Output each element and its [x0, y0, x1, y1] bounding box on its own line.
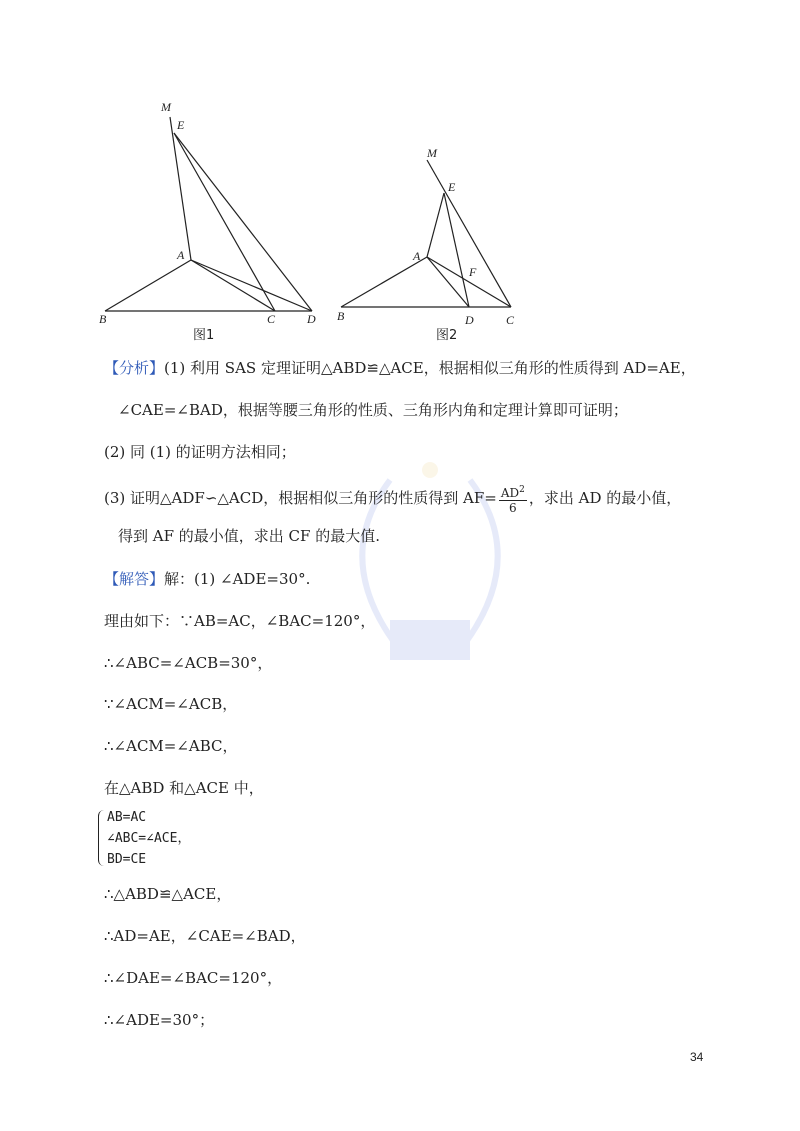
analysis-part3: [104, 483, 681, 515]
fig2-label-A: A: [413, 249, 421, 263]
system-row-3: BD=CE: [107, 852, 147, 867]
fig1-line-AD: [191, 260, 312, 311]
figure-2-diagram: [335, 145, 525, 345]
fig1-label-D: D: [307, 312, 316, 326]
solution-line-3: ∴∠ABC=∠ACB=30°，: [104, 654, 273, 672]
fig2-label-D: D: [465, 313, 474, 327]
fig1-label-A: A: [177, 248, 185, 262]
figure-1-diagram: [95, 95, 325, 345]
solution-line-8: ∴AD=AE，∠CAE=∠BAD，: [104, 927, 306, 945]
figure-2: [335, 145, 525, 345]
figure-1: [95, 95, 325, 345]
solution-line-1-text: 解：(1) ∠ADE=30°.: [164, 570, 311, 588]
analysis-part1: [104, 357, 696, 379]
fig1-label-E: E: [177, 118, 185, 132]
fraction-numerator: AD: [500, 486, 520, 500]
fig1-label-M: M: [161, 100, 171, 114]
solution-line-10: ∴∠ADE=30°；: [104, 1011, 215, 1029]
fig2-caption: 图2: [436, 328, 458, 343]
analysis-part1-cont: ∠CAE=∠BAD，根据等腰三角形的性质、三角形内角和定理计算即可证明；: [118, 401, 628, 419]
analysis-part3-pre: (3) 证明△ADF∽△ACD，根据相似三角形的性质得到 AF=: [104, 489, 497, 507]
fig1-caption: 图1: [193, 328, 215, 343]
fig1-label-B: B: [99, 312, 107, 326]
fig2-label-C: C: [506, 313, 515, 327]
analysis-part3-post: ，求出 AD 的最小值，: [528, 489, 682, 507]
fig2-line-MC: [427, 160, 511, 307]
fraction-denominator: 6: [509, 501, 517, 515]
fig2-line-BA: [341, 257, 427, 307]
fig1-line-BA: [105, 260, 191, 311]
solution-line-6: 在△ABD 和△ACE 中，: [104, 779, 264, 797]
solution-tag: 【解答】: [104, 570, 165, 588]
page-number: 34: [690, 1050, 704, 1064]
fig2-label-M: M: [427, 146, 437, 160]
analysis-tag: 【分析】: [104, 359, 165, 377]
system-row-1: AB=AC: [107, 810, 147, 825]
fig2-line-AE: [427, 193, 444, 257]
solution-line-7: ∴△ABD≌△ACE，: [104, 885, 232, 903]
analysis-part1-text: (1) 利用 SAS 定理证明△ABD≌△ACE，根据相似三角形的性质得到 AD=AE，: [164, 359, 696, 377]
fig1-line-EC: [174, 133, 275, 311]
fig1-line-MC: [170, 117, 191, 260]
analysis-part2: (2) 同 (1) 的证明方法相同；: [104, 443, 296, 461]
fraction-exponent: 2: [519, 485, 525, 495]
solution-line-9: ∴∠DAE=∠BAC=120°，: [104, 969, 283, 987]
solution-line-1: [104, 568, 310, 590]
solution-line-4: ∵∠ACM=∠ACB，: [104, 695, 238, 713]
analysis-part3-cont: 得到 AF 的最小值，求出 CF 的最大值.: [118, 527, 380, 545]
system-row-2: ∠ABC=∠ACE，: [107, 831, 191, 846]
fig1-label-C: C: [267, 312, 276, 326]
fig2-line-ED: [444, 193, 469, 307]
fig1-line-ED: [174, 133, 312, 311]
fig2-label-B: B: [337, 309, 345, 323]
fig2-label-F: F: [469, 265, 477, 279]
fig2-label-E: E: [448, 180, 456, 194]
fig2-line-AD: [427, 257, 469, 307]
solution-line-2: 理由如下：∵AB=AC，∠BAC=120°，: [104, 612, 376, 630]
af-fraction: [499, 483, 527, 515]
solution-line-5: ∴∠ACM=∠ABC，: [104, 737, 238, 755]
left-brace-icon: [98, 810, 105, 866]
fig1-line-AC: [191, 260, 275, 311]
